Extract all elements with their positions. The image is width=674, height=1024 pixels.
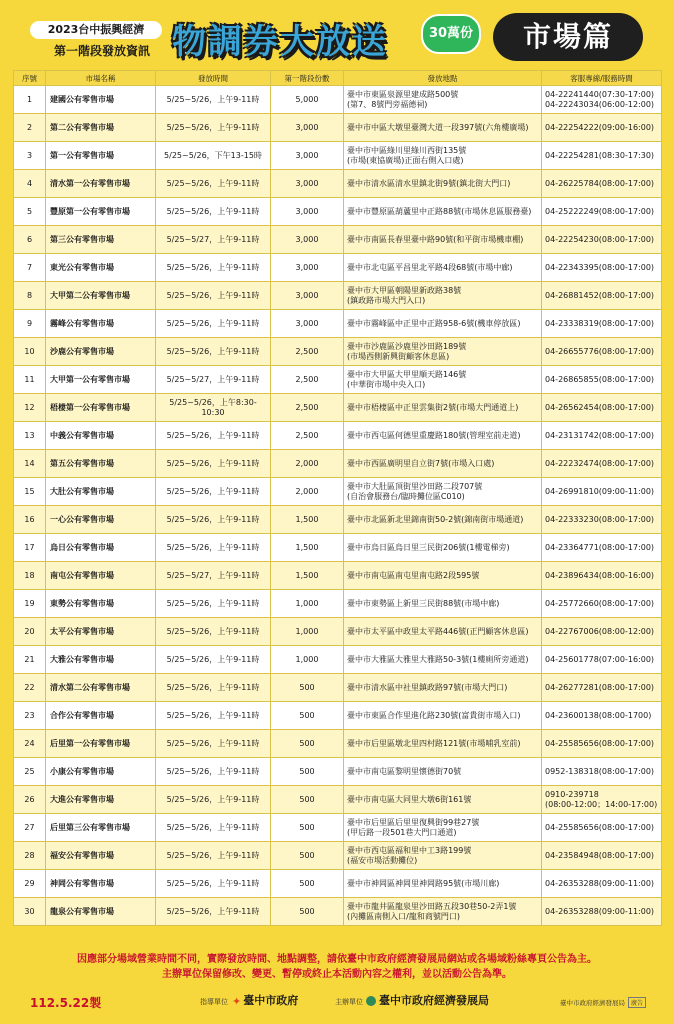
host-label: 主辦單位 bbox=[335, 998, 363, 1006]
address-line: 臺中市后里區墩北里四村路121號(市場哺乳室前) bbox=[347, 738, 521, 748]
row-number: 26 bbox=[14, 786, 46, 814]
address-line: (中華街市場中央入口) bbox=[347, 379, 426, 389]
market-name: 清水第二公有零售市場 bbox=[46, 674, 156, 702]
distribution-time: 5/25~5/26，上午9-11時 bbox=[156, 702, 271, 730]
distribution-address bbox=[344, 674, 542, 702]
service-phone: 04-26865855(08:00-17:00) bbox=[542, 366, 662, 394]
market-name: 合作公有零售市場 bbox=[46, 702, 156, 730]
column-header: 發放時間 bbox=[156, 71, 271, 86]
first-stage-quantity: 500 bbox=[271, 814, 344, 842]
market-name: 第三公有零售市場 bbox=[46, 226, 156, 254]
category-tag: 市場篇 bbox=[493, 13, 643, 61]
table-row bbox=[14, 898, 662, 926]
market-name: 第一公有零售市場 bbox=[46, 142, 156, 170]
row-number: 9 bbox=[14, 310, 46, 338]
address-line: 臺中市梧棲區中正里雲集街2號(市場大門通道上) bbox=[347, 402, 519, 412]
first-stage-quantity: 1,500 bbox=[271, 506, 344, 534]
row-number: 25 bbox=[14, 758, 46, 786]
service-phone: 04-22254230(08:00-17:00) bbox=[542, 226, 662, 254]
service-phone: 04-25585656(08:00-17:00) bbox=[542, 814, 662, 842]
table-row bbox=[14, 870, 662, 898]
first-stage-quantity: 500 bbox=[271, 870, 344, 898]
address-line: 臺中市大甲區大甲里順天路146號 bbox=[347, 369, 467, 379]
service-phone: 04-22232474(08:00-17:00) bbox=[542, 450, 662, 478]
table-row bbox=[14, 282, 662, 310]
address-line: 臺中市中區大墩里臺灣大道一段397號(六角樓廣場) bbox=[347, 122, 529, 132]
distribution-address bbox=[344, 814, 542, 842]
row-number: 2 bbox=[14, 114, 46, 142]
address-line: 臺中市南屯區大同里大墩6街161號 bbox=[347, 794, 472, 804]
service-phone: 04-23896434(08:00-16:00) bbox=[542, 562, 662, 590]
market-name: 大雅公有零售市場 bbox=[46, 646, 156, 674]
guide-label: 指導單位 bbox=[200, 998, 228, 1006]
main-title: 物調券大放送 bbox=[172, 22, 388, 62]
market-name: 建國公有零售市場 bbox=[46, 86, 156, 114]
distribution-time: 5/25~5/26，上午8:30-10:30 bbox=[156, 394, 271, 422]
market-name: 大肚公有零售市場 bbox=[46, 478, 156, 506]
distribution-address bbox=[344, 142, 542, 170]
address-line: 臺中市大雅區大雅里大雅路50-3號(1樓廁所旁通道) bbox=[347, 654, 529, 664]
distribution-time: 5/25~5/26，上午9-11時 bbox=[156, 870, 271, 898]
table-row bbox=[14, 814, 662, 842]
market-name: 后里第一公有零售市場 bbox=[46, 730, 156, 758]
corner-credit-text: 臺中市政府經濟發展局 bbox=[560, 999, 625, 1007]
first-stage-quantity: 500 bbox=[271, 842, 344, 870]
first-stage-quantity: 2,500 bbox=[271, 422, 344, 450]
distribution-time: 5/25~5/26，上午9-11時 bbox=[156, 170, 271, 198]
table-row bbox=[14, 198, 662, 226]
address-line: (第7、8號門旁福德祠) bbox=[347, 99, 428, 109]
first-stage-quantity: 1,500 bbox=[271, 534, 344, 562]
row-number: 11 bbox=[14, 366, 46, 394]
distribution-time: 5/25~5/26，上午9-11時 bbox=[156, 478, 271, 506]
market-name: 沙鹿公有零售市場 bbox=[46, 338, 156, 366]
first-stage-quantity: 3,000 bbox=[271, 170, 344, 198]
row-number: 3 bbox=[14, 142, 46, 170]
first-stage-quantity: 3,000 bbox=[271, 310, 344, 338]
first-stage-quantity: 2,000 bbox=[271, 450, 344, 478]
first-stage-quantity: 500 bbox=[271, 898, 344, 926]
distribution-address bbox=[344, 422, 542, 450]
table-row bbox=[14, 590, 662, 618]
table-row bbox=[14, 478, 662, 506]
service-phone: 04-26655776(08:00-17:00) bbox=[542, 338, 662, 366]
table-row bbox=[14, 534, 662, 562]
distribution-address bbox=[344, 86, 542, 114]
table-row bbox=[14, 114, 662, 142]
market-name: 一心公有零售市場 bbox=[46, 506, 156, 534]
distribution-address bbox=[344, 450, 542, 478]
row-number: 17 bbox=[14, 534, 46, 562]
distribution-time: 5/25~5/26，上午9-11時 bbox=[156, 674, 271, 702]
row-number: 24 bbox=[14, 730, 46, 758]
distribution-address bbox=[344, 870, 542, 898]
distribution-address bbox=[344, 842, 542, 870]
distribution-address bbox=[344, 646, 542, 674]
first-stage-quantity: 2,500 bbox=[271, 366, 344, 394]
service-phone: 04-26353288(09:00-11:00) bbox=[542, 898, 662, 926]
row-number: 7 bbox=[14, 254, 46, 282]
address-line: 臺中市清水區中社里鎮政路97號(市場大門口) bbox=[347, 682, 508, 692]
service-phone: 04-26277281(08:00-17:00) bbox=[542, 674, 662, 702]
first-stage-quantity: 2,500 bbox=[271, 394, 344, 422]
distribution-address bbox=[344, 534, 542, 562]
address-line: 臺中市中區綠川里綠川西街135號 bbox=[347, 145, 467, 155]
table-row bbox=[14, 450, 662, 478]
campaign-year-pill: 2023台中振興經濟 bbox=[30, 21, 162, 39]
address-line: 臺中市清水區清水里鎮北街9號(鎮北街大門口) bbox=[347, 178, 511, 188]
market-name: 清水第一公有零售市場 bbox=[46, 170, 156, 198]
service-phone: 0952-138318(08:00-17:00) bbox=[542, 758, 662, 786]
market-name: 豐原第一公有零售市場 bbox=[46, 198, 156, 226]
distribution-time: 5/25~5/26，上午9-11時 bbox=[156, 506, 271, 534]
distribution-address bbox=[344, 310, 542, 338]
row-number: 30 bbox=[14, 898, 46, 926]
address-line: 臺中市北區新北里錦南街50-2號(錦南街市場通道) bbox=[347, 514, 524, 524]
table-row bbox=[14, 786, 662, 814]
market-name: 太平公有零售市場 bbox=[46, 618, 156, 646]
first-stage-quantity: 1,000 bbox=[271, 618, 344, 646]
column-header: 市場名稱 bbox=[46, 71, 156, 86]
address-line: (鎮政路市場大門入口) bbox=[347, 295, 426, 305]
row-number: 5 bbox=[14, 198, 46, 226]
row-number: 22 bbox=[14, 674, 46, 702]
address-line: 臺中市東勢區上新里三民街88號(市場中廊) bbox=[347, 598, 500, 608]
row-number: 18 bbox=[14, 562, 46, 590]
host-logo-text: 臺中市政府經濟發展局 bbox=[379, 994, 489, 1007]
stage-subtitle: 第一階段發放資訊 bbox=[53, 44, 150, 58]
address-line: 臺中市太平區中政里太平路446號(正門顧客休息區) bbox=[347, 626, 529, 636]
first-stage-quantity: 2,500 bbox=[271, 338, 344, 366]
address-line: (福安市場活動攤位) bbox=[347, 855, 418, 865]
ad-chip: 廣告 bbox=[628, 997, 646, 1008]
row-number: 23 bbox=[14, 702, 46, 730]
guide-logo bbox=[232, 992, 298, 1008]
market-name: 大甲第二公有零售市場 bbox=[46, 282, 156, 310]
distribution-address bbox=[344, 758, 542, 786]
row-number: 15 bbox=[14, 478, 46, 506]
row-number: 16 bbox=[14, 506, 46, 534]
address-line: 臺中市東區合作里進化路230號(富貴街市場入口) bbox=[347, 710, 521, 720]
row-number: 8 bbox=[14, 282, 46, 310]
market-name: 第五公有零售市場 bbox=[46, 450, 156, 478]
row-number: 10 bbox=[14, 338, 46, 366]
distribution-address bbox=[344, 702, 542, 730]
table-row bbox=[14, 758, 662, 786]
address-line: 臺中市東區泉源里建成路500號 bbox=[347, 89, 459, 99]
first-stage-quantity: 500 bbox=[271, 674, 344, 702]
address-line: 臺中市南屯區黎明里懷德街70號 bbox=[347, 766, 462, 776]
distribution-address bbox=[344, 506, 542, 534]
distribution-address bbox=[344, 898, 542, 926]
table-body bbox=[14, 86, 662, 926]
distribution-time: 5/25~5/26，上午9-11時 bbox=[156, 898, 271, 926]
first-stage-quantity: 500 bbox=[271, 730, 344, 758]
market-name: 東勢公有零售市場 bbox=[46, 590, 156, 618]
distribution-time: 5/25~5/26，上午9-11時 bbox=[156, 282, 271, 310]
distribution-time: 5/25~5/26，上午9-11時 bbox=[156, 730, 271, 758]
address-line: 臺中市豐原區葫蘆里中正路88號(市場休息區服務臺) bbox=[347, 206, 532, 216]
service-phone: 04-25601778(07:00-16:00) bbox=[542, 646, 662, 674]
table-header-row bbox=[14, 71, 662, 86]
distribution-address bbox=[344, 590, 542, 618]
distribution-address bbox=[344, 786, 542, 814]
distribution-table-wrap bbox=[13, 70, 661, 926]
date-mark: 112.5.22製 bbox=[30, 996, 102, 1010]
quantity-badge: 30萬份 bbox=[421, 14, 481, 54]
address-line: (內攤區南側入口/龍和商號門口) bbox=[347, 911, 460, 921]
distribution-time: 5/25~5/26，上午9-11時 bbox=[156, 450, 271, 478]
address-line: 臺中市霧峰區中正里中正路958-6號(機車停放區) bbox=[347, 318, 521, 328]
column-header: 序號 bbox=[14, 71, 46, 86]
distribution-time: 5/25~5/26，上午9-11時 bbox=[156, 590, 271, 618]
first-stage-quantity: 500 bbox=[271, 702, 344, 730]
column-header: 發放地點 bbox=[344, 71, 542, 86]
notice bbox=[0, 952, 674, 982]
row-number: 6 bbox=[14, 226, 46, 254]
first-stage-quantity: 2,000 bbox=[271, 478, 344, 506]
service-phone: 04-22343395(08:00-17:00) bbox=[542, 254, 662, 282]
market-name: 福安公有零售市場 bbox=[46, 842, 156, 870]
row-number: 28 bbox=[14, 842, 46, 870]
city-emblem-icon: ✦ bbox=[232, 994, 242, 1008]
table-row bbox=[14, 142, 662, 170]
notice-line: 因應部分場域營業時間不同，實際發放時間、地點調整，請依臺中市政府經濟發展局網站或各場域粉絲專頁公告為主。 bbox=[77, 954, 597, 965]
table-row bbox=[14, 338, 662, 366]
table-row bbox=[14, 170, 662, 198]
first-stage-quantity: 1,000 bbox=[271, 646, 344, 674]
column-header: 第一階段份數 bbox=[271, 71, 344, 86]
market-name: 霧峰公有零售市場 bbox=[46, 310, 156, 338]
service-phone: 04-22241440(07:30-17:00) 04-22243034(06:00-12:00) bbox=[542, 86, 662, 114]
service-phone: 04-22254281(08:30-17:30) bbox=[542, 142, 662, 170]
distribution-address bbox=[344, 282, 542, 310]
distribution-time: 5/25~5/27，上午9-11時 bbox=[156, 562, 271, 590]
service-phone: 04-22254222(09:00-16:00) bbox=[542, 114, 662, 142]
service-phone: 04-25222249(08:00-17:00) bbox=[542, 198, 662, 226]
corner-credit bbox=[560, 997, 646, 1008]
distribution-time: 5/25~5/26，上午9-11時 bbox=[156, 310, 271, 338]
distribution-time: 5/25~5/26，上午9-11時 bbox=[156, 814, 271, 842]
distribution-time: 5/25~5/26，上午9-11時 bbox=[156, 646, 271, 674]
bureau-emblem-icon bbox=[366, 996, 376, 1006]
first-stage-quantity: 500 bbox=[271, 786, 344, 814]
table-row bbox=[14, 562, 662, 590]
distribution-address bbox=[344, 198, 542, 226]
market-name: 后里第三公有零售市場 bbox=[46, 814, 156, 842]
table-row bbox=[14, 226, 662, 254]
market-name: 烏日公有零售市場 bbox=[46, 534, 156, 562]
distribution-address bbox=[344, 366, 542, 394]
header bbox=[0, 0, 674, 68]
guide-logo-text: 臺中市政府 bbox=[243, 994, 299, 1007]
service-phone: 04-26991810(09:00-11:00) bbox=[542, 478, 662, 506]
market-name: 梧棲第一公有零售市場 bbox=[46, 394, 156, 422]
distribution-time: 5/25~5/26，上午9-11時 bbox=[156, 198, 271, 226]
service-phone: 04-22333230(08:00-17:00) bbox=[542, 506, 662, 534]
distribution-time: 5/25~5/26，上午9-11時 bbox=[156, 338, 271, 366]
row-number: 29 bbox=[14, 870, 46, 898]
distribution-address bbox=[344, 478, 542, 506]
address-line: 臺中市西區廣明里自立街7號(市場入口處) bbox=[347, 458, 495, 468]
distribution-time: 5/25~5/26，上午9-11時 bbox=[156, 842, 271, 870]
table-row bbox=[14, 646, 662, 674]
market-name: 東光公有零售市場 bbox=[46, 254, 156, 282]
distribution-time: 5/25~5/26，上午9-11時 bbox=[156, 422, 271, 450]
address-line: (市場西側新興街顧客休息區) bbox=[347, 351, 450, 361]
table-row bbox=[14, 702, 662, 730]
table-row bbox=[14, 618, 662, 646]
first-stage-quantity: 3,000 bbox=[271, 114, 344, 142]
service-phone: 04-25772660(08:00-17:00) bbox=[542, 590, 662, 618]
service-phone: 04-23131742(08:00-17:00) bbox=[542, 422, 662, 450]
service-phone: 04-26562454(08:00-17:00) bbox=[542, 394, 662, 422]
table-row bbox=[14, 310, 662, 338]
row-number: 12 bbox=[14, 394, 46, 422]
market-name: 神岡公有零售市場 bbox=[46, 870, 156, 898]
table-row bbox=[14, 506, 662, 534]
first-stage-quantity: 3,000 bbox=[271, 282, 344, 310]
address-line: 臺中市北屯區平昌里北平路4段68號(市場中廊) bbox=[347, 262, 513, 272]
column-header: 客服專線/服務時間 bbox=[542, 71, 662, 86]
market-name: 南屯公有零售市場 bbox=[46, 562, 156, 590]
distribution-address bbox=[344, 618, 542, 646]
address-line: 臺中市沙鹿區沙鹿里沙田路189號 bbox=[347, 341, 467, 351]
first-stage-quantity: 1,000 bbox=[271, 590, 344, 618]
row-number: 20 bbox=[14, 618, 46, 646]
distribution-time: 5/25~5/27，上午9-11時 bbox=[156, 226, 271, 254]
market-name: 小康公有零售市場 bbox=[46, 758, 156, 786]
distribution-address bbox=[344, 170, 542, 198]
distribution-time: 5/25~5/26，上午9-11時 bbox=[156, 114, 271, 142]
address-line: 臺中市后里區后里里復興街99巷27號 bbox=[347, 817, 480, 827]
table-row bbox=[14, 422, 662, 450]
row-number: 4 bbox=[14, 170, 46, 198]
address-line: 臺中市龍井區龍泉里沙田路五段30巷50-2弄1號 bbox=[347, 901, 517, 911]
address-line: (市場(東協廣場)正面右側入口處) bbox=[347, 155, 464, 165]
service-phone: 04-22767006(08:00-12:00) bbox=[542, 618, 662, 646]
distribution-time: 5/25~5/26，上午9-11時 bbox=[156, 86, 271, 114]
table-row bbox=[14, 842, 662, 870]
address-line: 臺中市西屯區福和里中工3路199號 bbox=[347, 845, 472, 855]
distribution-address bbox=[344, 338, 542, 366]
distribution-time: 5/25~5/27，上午9-11時 bbox=[156, 366, 271, 394]
address-line: 臺中市神岡區神岡里神岡路95號(市場川廊) bbox=[347, 878, 500, 888]
distribution-time: 5/25~5/26，上午9-11時 bbox=[156, 758, 271, 786]
distribution-time: 5/25~5/26，下午13-15時 bbox=[156, 142, 271, 170]
first-stage-quantity: 3,000 bbox=[271, 198, 344, 226]
market-name: 大進公有零售市場 bbox=[46, 786, 156, 814]
distribution-address bbox=[344, 730, 542, 758]
distribution-address bbox=[344, 226, 542, 254]
address-line: 臺中市南區長春里臺中路90號(和平街市場機車棚) bbox=[347, 234, 524, 244]
address-line: (甲后路一段501巷大門口通道) bbox=[347, 827, 457, 837]
address-line: 臺中市南屯區南屯里南屯路2段595號 bbox=[347, 570, 480, 580]
market-name: 中義公有零售市場 bbox=[46, 422, 156, 450]
notice-line: 主辦單位保留修改、變更、暫停或終止本活動內容之權利，並以活動公告為準。 bbox=[162, 969, 512, 980]
distribution-table bbox=[13, 70, 662, 926]
address-line: 臺中市大甲區朝陽里新政路38號 bbox=[347, 285, 462, 295]
market-name: 第二公有零售市場 bbox=[46, 114, 156, 142]
first-stage-quantity: 5,000 bbox=[271, 86, 344, 114]
row-number: 1 bbox=[14, 86, 46, 114]
service-phone: 04-26353288(09:00-11:00) bbox=[542, 870, 662, 898]
address-line: 臺中市西屯區何德里重慶路180號(管理室前走道) bbox=[347, 430, 521, 440]
address-line: (自治會服務台/臨時攤位區C010) bbox=[347, 491, 465, 501]
table-row bbox=[14, 674, 662, 702]
first-stage-quantity: 500 bbox=[271, 758, 344, 786]
table-row bbox=[14, 394, 662, 422]
distribution-address bbox=[344, 114, 542, 142]
first-stage-quantity: 3,000 bbox=[271, 254, 344, 282]
service-phone: 04-25585656(08:00-17:00) bbox=[542, 730, 662, 758]
footer bbox=[0, 990, 674, 1024]
table-row bbox=[14, 86, 662, 114]
address-line: 臺中市烏日區烏日里三民街206號(1樓電梯旁) bbox=[347, 542, 510, 552]
distribution-time: 5/25~5/26，上午9-11時 bbox=[156, 786, 271, 814]
service-phone: 04-23364771(08:00-17:00) bbox=[542, 534, 662, 562]
host-logo bbox=[366, 992, 489, 1008]
distribution-address bbox=[344, 254, 542, 282]
distribution-address bbox=[344, 562, 542, 590]
market-name: 龍泉公有零售市場 bbox=[46, 898, 156, 926]
table-row bbox=[14, 730, 662, 758]
first-stage-quantity: 1,500 bbox=[271, 562, 344, 590]
service-phone: 04-23584948(08:00-17:00) bbox=[542, 842, 662, 870]
address-line: 臺中市大肚區頂街里沙田路二段707號 bbox=[347, 481, 483, 491]
row-number: 27 bbox=[14, 814, 46, 842]
service-phone: 04-26881452(08:00-17:00) bbox=[542, 282, 662, 310]
service-phone: 04-23338319(08:00-17:00) bbox=[542, 310, 662, 338]
table-row bbox=[14, 254, 662, 282]
distribution-time: 5/25~5/26，上午9-11時 bbox=[156, 534, 271, 562]
row-number: 14 bbox=[14, 450, 46, 478]
first-stage-quantity: 3,000 bbox=[271, 142, 344, 170]
row-number: 19 bbox=[14, 590, 46, 618]
distribution-address bbox=[344, 394, 542, 422]
service-phone: 04-23600138(08:00-1700) bbox=[542, 702, 662, 730]
distribution-time: 5/25~5/26，上午9-11時 bbox=[156, 254, 271, 282]
market-name: 大甲第一公有零售市場 bbox=[46, 366, 156, 394]
service-phone: 0910-239718 (08:00-12:00；14:00-17:00) bbox=[542, 786, 662, 814]
service-phone: 04-26225784(08:00-17:00) bbox=[542, 170, 662, 198]
distribution-time: 5/25~5/26，上午9-11時 bbox=[156, 618, 271, 646]
table-row bbox=[14, 366, 662, 394]
row-number: 21 bbox=[14, 646, 46, 674]
row-number: 13 bbox=[14, 422, 46, 450]
first-stage-quantity: 3,000 bbox=[271, 226, 344, 254]
